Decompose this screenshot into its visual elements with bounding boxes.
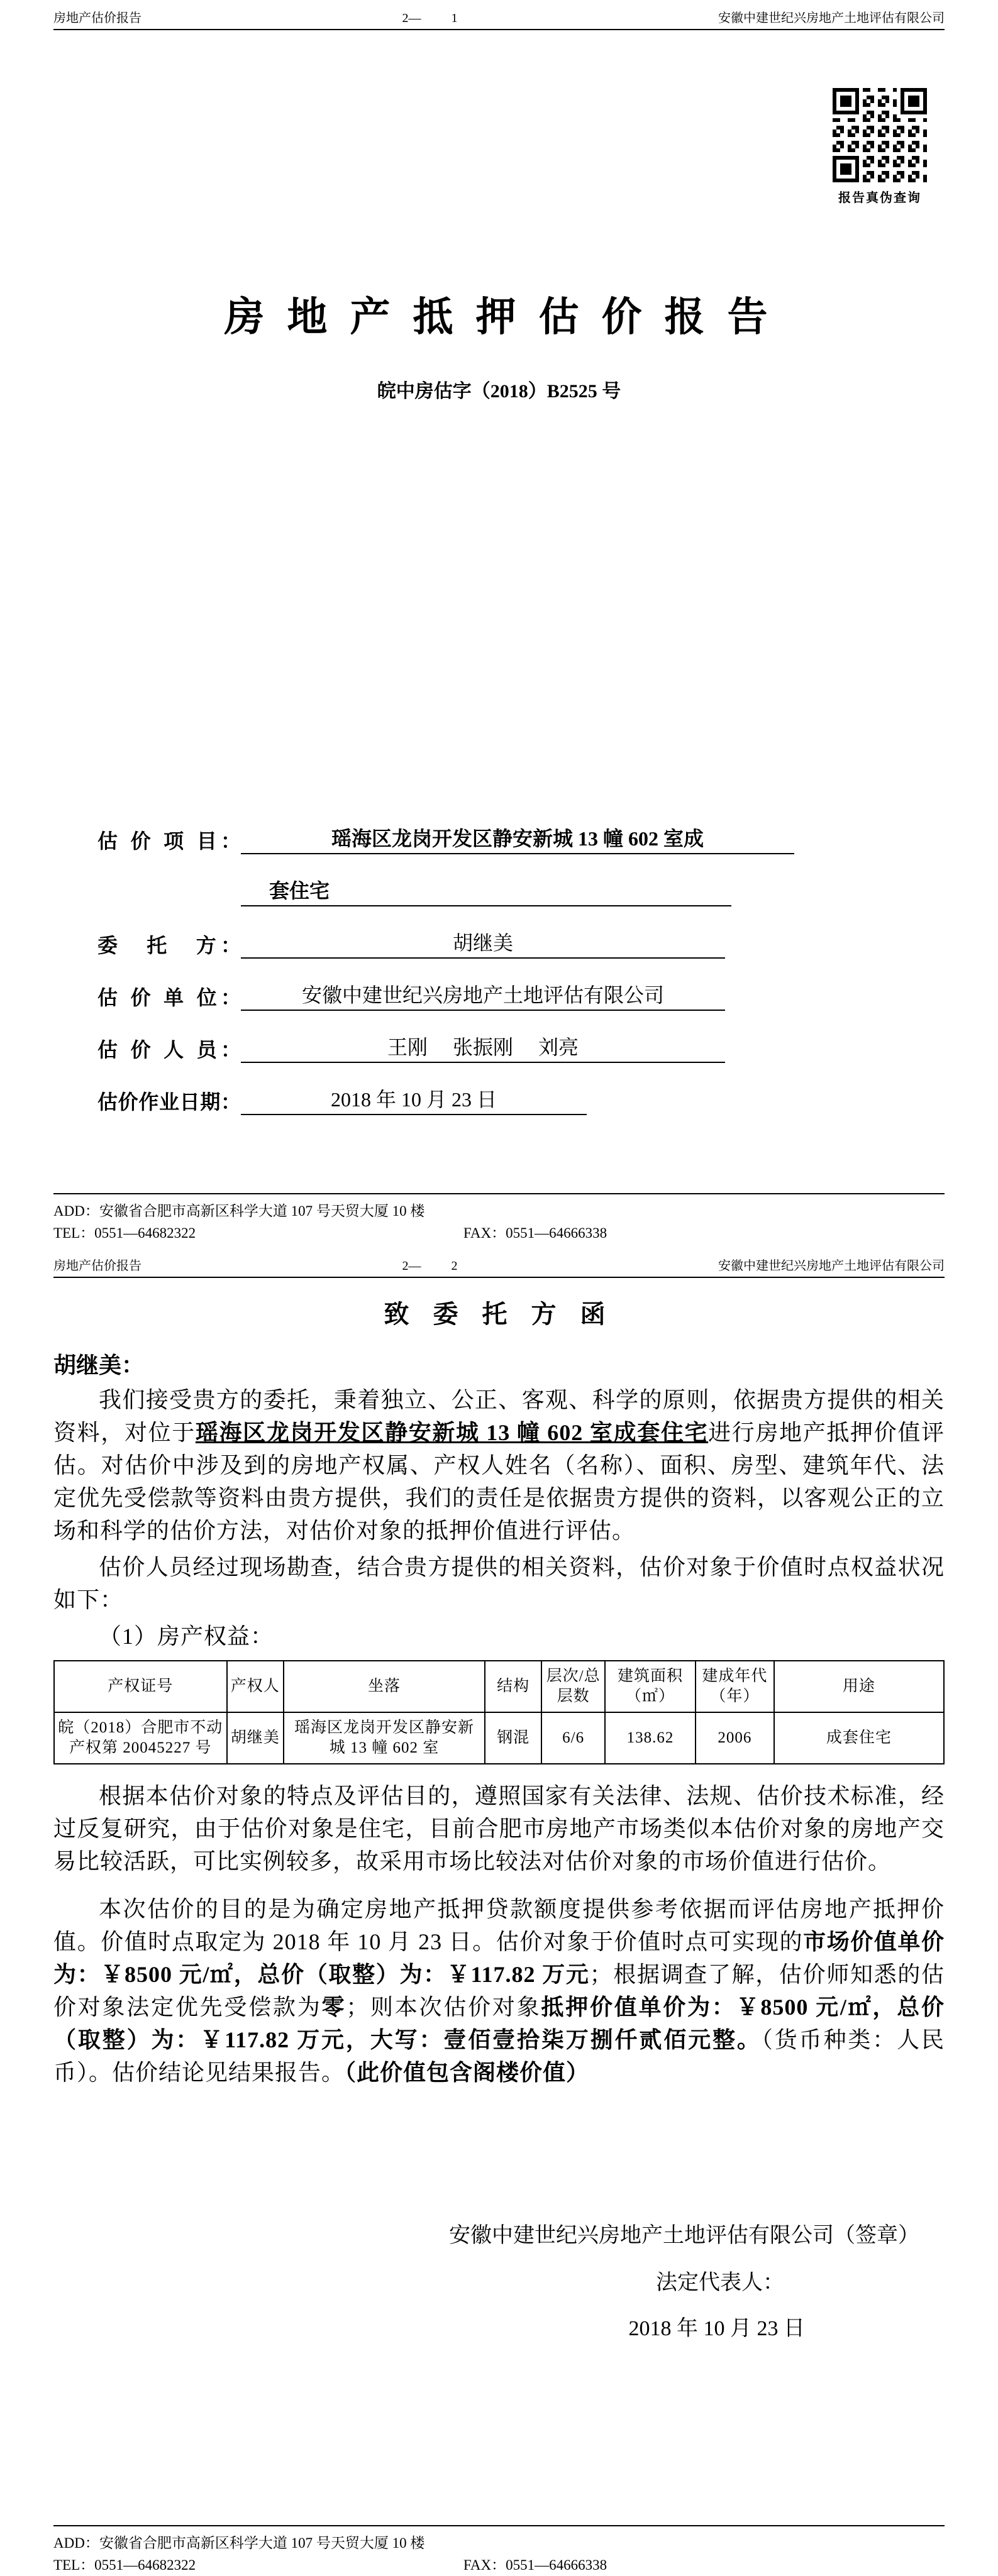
cell-year-built: 2006: [696, 1712, 774, 1764]
signature-block: [53, 2218, 945, 2342]
field-work-date: [97, 1084, 945, 1115]
field-appraisers: [97, 1032, 945, 1063]
cover-fields: [0, 823, 998, 1115]
field-appraisers-value: 王刚 张振刚 刘亮: [241, 1032, 725, 1063]
table-row: [54, 1712, 944, 1764]
page-current: 1: [451, 11, 458, 25]
cell-floor: 6/6: [541, 1712, 604, 1764]
intro-paragraph: [53, 1384, 945, 1547]
text-segment: ；则本次估价对象: [346, 1995, 541, 2020]
col-structure: 结构: [485, 1661, 542, 1712]
text-segment: （货币种类：人民币）。估价结论见结果报告。: [53, 2027, 945, 2085]
page-number: [402, 11, 458, 26]
report-title: 房 地 产 抵 押 估 价 报 告: [224, 295, 774, 339]
letter-title: 致 委 托 方 函: [384, 1300, 614, 1328]
header-doc-title: 房地产估价报告: [53, 11, 141, 25]
field-client: [97, 927, 945, 959]
page-total: 2—: [402, 11, 421, 25]
field-work-date-label: 估价作业日期：: [97, 1091, 241, 1113]
page-header: [53, 1248, 945, 1278]
cell-location: 瑶海区龙岗开发区静安新城 13 幢 602 室: [284, 1712, 485, 1764]
field-appraisers-label: 估 价 人 员：: [97, 1038, 241, 1061]
legal-representative-label: 法定代表人：: [656, 2271, 784, 2294]
field-project-label: 估 价 项 目：: [97, 830, 241, 852]
cell-cert-no: 皖（2018）合肥市不动产权第 20045227 号: [54, 1712, 227, 1764]
text-segment: ；根据调查了解，估价师知悉的估价对象法定优先受偿款为: [53, 1962, 945, 2020]
header-doc-title: 房地产估价报告: [53, 1259, 141, 1273]
col-location: 坐落: [284, 1661, 485, 1712]
field-project-value-line2: 套住宅: [241, 875, 731, 906]
page-current: 2: [451, 1259, 458, 1273]
footer-fax: FAX：0551—64666338: [463, 2557, 607, 2573]
market-value-highlight: 市场价值单价为：￥8500 元/㎡，总价（取整）为：￥117.82 万元: [53, 1929, 945, 1987]
field-client-value: 胡继美: [241, 927, 725, 959]
page-header: [53, 0, 945, 30]
col-year-built: 建成年代（年）: [696, 1661, 774, 1712]
table-header-row: [54, 1661, 944, 1712]
field-project-value: 瑶海区龙岗开发区静安新城 13 幢 602 室成: [241, 823, 794, 854]
text-segment: 进行房地产抵押价值评估。对估价中涉及到的房地产权属、产权人姓名（名称）、面积、房型、建筑年代、法定优先受偿款等资料由贵方提供，我们的责任是依据贵方提供的资料，以客观公正的立场和科学的估价方法，对估价对象的抵押价值进行评估。: [53, 1420, 945, 1543]
attic-note-highlight: （此价值包含阁楼价值）: [345, 2060, 590, 2085]
cell-use: 成套住宅: [774, 1712, 944, 1764]
col-area: 建筑面积（㎡）: [605, 1661, 696, 1712]
valuation-paragraph: [53, 1893, 945, 2089]
field-agency: [97, 979, 945, 1011]
method-paragraph: 根据本估价对象的特点及评估目的，遵照国家有关法律、法规、估价技术标准，经过反复研究，由于估价对象是住宅，目前合肥市房地产市场类似本估价对象的房地产交易比较活跃，可比实例较多，故采用市场比较法对估价对象的市场价值进行估价。: [53, 1783, 945, 1874]
col-use: 用途: [774, 1661, 944, 1712]
report-date: 2018 年 10 月 23 日: [628, 2317, 805, 2340]
footer-tel: TEL：0551—64682322: [53, 2557, 196, 2573]
text-segment: 我们接受贵方的委托，秉着独立、公正、客观、科学的原则，依据贵方提供的相关资料，对位于: [53, 1387, 945, 1445]
cell-structure: 钢混: [485, 1712, 542, 1764]
field-work-date-value: 2018 年 10 月 23 日: [241, 1084, 587, 1115]
qr-caption: 报告真伪查询: [838, 191, 921, 205]
col-floor: 层次/总层数: [541, 1661, 604, 1712]
header-company: 安徽中建世纪兴房地产土地评估有限公司: [718, 1259, 945, 1273]
header-company: 安徽中建世纪兴房地产土地评估有限公司: [718, 11, 945, 25]
property-rights-table: [53, 1660, 945, 1764]
footer-tel: TEL：0551—64682322: [53, 1225, 196, 1241]
page-2-letter: [0, 1248, 998, 2573]
field-project-continuation: [97, 875, 945, 906]
survey-paragraph: 估价人员经过现场勘查，结合贵方提供的相关资料，估价对象于价值时点权益状况如下：: [53, 1555, 945, 1612]
field-agency-value: 安徽中建世纪兴房地产土地评估有限公司: [241, 979, 725, 1011]
col-owner: 产权人: [227, 1661, 284, 1712]
col-cert-no: 产权证号: [54, 1661, 227, 1712]
footer-address: ADD：安徽省合肥市高新区科学大道 107 号天贸大厦 10 楼: [53, 2535, 425, 2551]
qr-verification-block: [829, 88, 930, 206]
company-signature-line: 安徽中建世纪兴房地产土地评估有限公司（签章）: [449, 2224, 919, 2247]
zero-highlight: 零: [321, 1995, 347, 2020]
page-footer: [53, 2525, 945, 2576]
field-agency-label: 估 价 单 位：: [97, 986, 241, 1009]
page-footer: [53, 1193, 945, 1244]
footer-contacts: [53, 2554, 945, 2576]
page-number: [402, 1259, 458, 1274]
cell-owner: 胡继美: [227, 1712, 284, 1764]
qr-code-icon: [833, 88, 927, 182]
page-total: 2—: [402, 1259, 421, 1273]
rights-item-label: （1）房产权益：: [99, 1624, 274, 1649]
salutation: 胡继美：: [53, 1353, 145, 1378]
cell-area: 138.62: [605, 1712, 696, 1764]
footer-fax: FAX：0551—64666338: [463, 1225, 607, 1241]
field-client-label: 委 托 方：: [97, 934, 241, 957]
page-1-cover: [0, 0, 998, 1248]
text-segment: 本次估价的目的是为确定房地产抵押贷款额度提供参考依据而评估房地产抵押价值。价值时点取定为 2018 年 10 月 23 日。估价对象于价值时点可实现的: [53, 1896, 945, 1954]
mortgage-value-highlight: 抵押价值单价为：￥8500 元/㎡，总价（取整）为：￥117.82 万元，大写：壹佰壹拾柒万捌仟贰佰元整。: [53, 1995, 945, 2052]
footer-address: ADD：安徽省合肥市高新区科学大道 107 号天贸大厦 10 楼: [53, 1203, 425, 1219]
field-project: [97, 823, 945, 854]
footer-contacts: [53, 1222, 945, 1244]
report-number: 皖中房估字（2018）B2525 号: [377, 381, 621, 402]
subject-property-highlight: 瑶海区龙岗开发区静安新城 13 幢 602 室成套住宅: [195, 1420, 709, 1445]
